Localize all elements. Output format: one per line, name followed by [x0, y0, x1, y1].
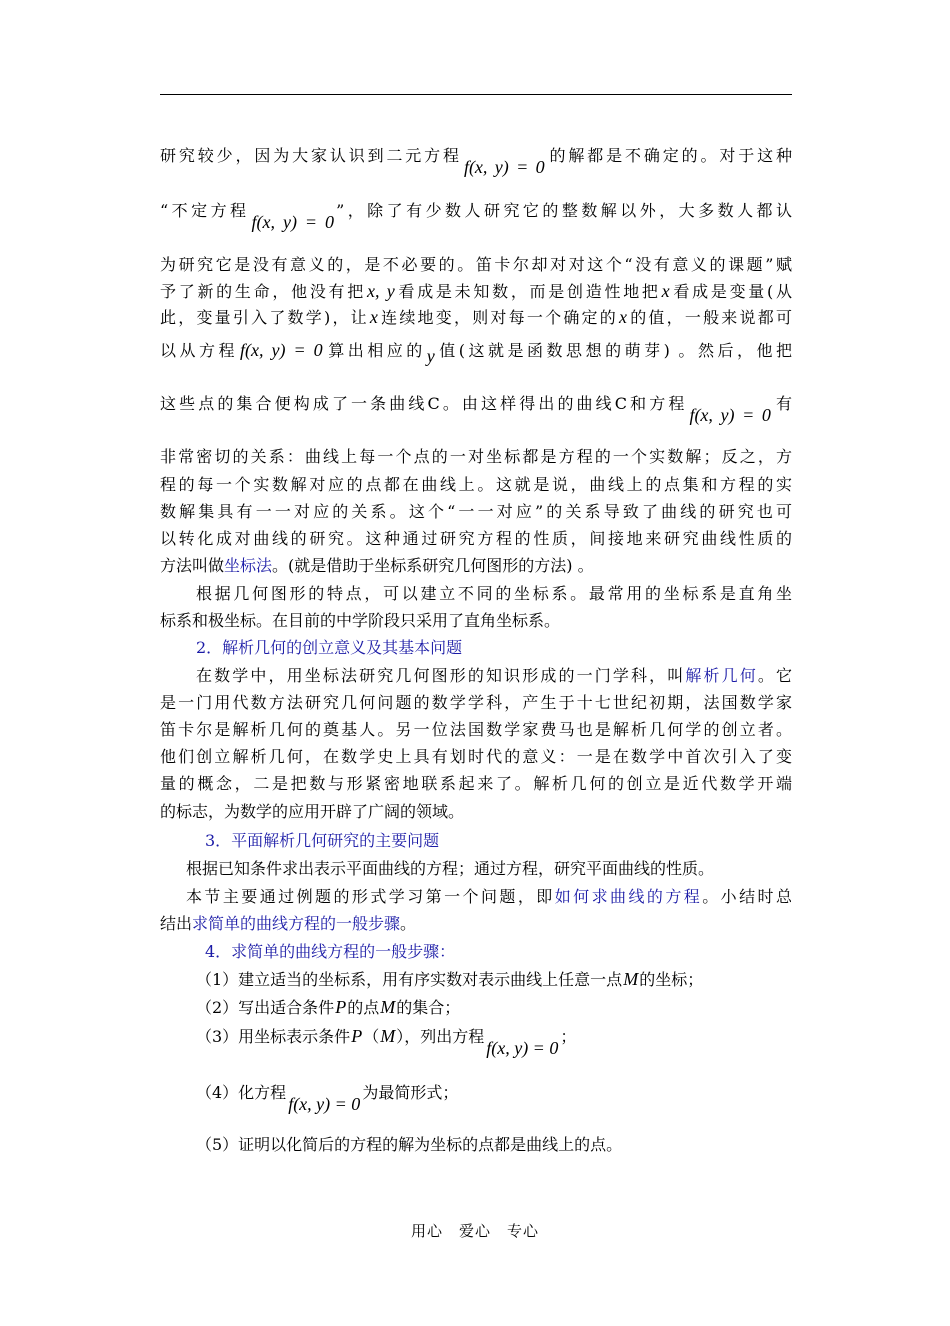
section-heading-3: 3．平面解析几何研究的主要问题	[205, 831, 440, 850]
equation: f(x, y) = 0	[463, 157, 545, 177]
text-line: 程的每一个实数解对应的点都在曲线上。这就是说，曲线上的点集和方程的实	[160, 475, 792, 494]
text-line: 本节主要通过例题的形式学习第一个问题，即如何求曲线的方程。小结时总	[186, 887, 792, 906]
text-line: 以从方程 f(x, y) = 0 算出相应的y值(这就是函数思想的萌芽) 。然后，他把	[160, 340, 792, 366]
equation: f(x, y) = 0	[689, 405, 771, 425]
link-coordinate-method[interactable]: 坐标法	[224, 556, 273, 575]
text-line: 量的概念，二是把数与形紧密地联系起来了。解析几何的创立是近代数学开端	[160, 774, 792, 793]
variable: x	[661, 281, 670, 301]
text-line: 为研究它是没有意义的，是不必要的。笛卡尔却对对这个“没有意义的课题”赋	[160, 255, 792, 274]
step-5: （5）证明以化简后的方程的解为坐标的点都是曲线上的点。	[196, 1135, 623, 1154]
equation: f(x, y) = 0	[486, 1038, 559, 1058]
text-line: 以转化成对曲线的研究。这种通过研究方程的性质，间接地来研究曲线性质的	[160, 529, 792, 548]
variable: M	[380, 997, 396, 1017]
link-find-curve-equation[interactable]: 如何求曲线的方程	[554, 887, 703, 906]
text-line: 他们创立解析几何，在数学史上具有划时代的意义：一是在数学中首次引入了变	[160, 747, 792, 766]
step-2: （2）写出适合条件P的点M的集合；	[196, 997, 461, 1017]
text-line: 此，变量引入了数学)，让x连续地变，则对每一个确定的x的值，一般来说都可	[160, 307, 792, 327]
link-general-steps[interactable]: 求简单的曲线方程的一般步骤	[192, 914, 401, 933]
text-line: 标系和极坐标。在目前的中学阶段只采用了直角坐标系。	[160, 611, 561, 630]
text-line: 研究较少，因为大家认识到二元方程f(x, y) = 0的解都是不确定的。对于这种	[160, 146, 792, 177]
header-rule	[160, 94, 792, 95]
text-line: 数解集具有一一对应的关系。这个“一一对应”的关系导致了曲线的研究也可	[160, 502, 792, 521]
text-line: 的标志，为数学的应用开辟了广阔的领域。	[160, 802, 465, 821]
text-line: 根据已知条件求出表示平面曲线的方程；通过方程，研究平面曲线的性质。	[186, 859, 715, 878]
variable: P	[335, 997, 347, 1017]
section-heading-2: 2．解析几何的创立意义及其基本问题	[196, 638, 463, 657]
variable: M	[380, 1026, 396, 1046]
variable: x	[618, 307, 627, 327]
variable: x, y	[367, 281, 395, 301]
text-line: 是一门用代数方法研究几何问题的数学学科，产生于十七世纪初期，法国数学家	[160, 693, 792, 712]
text-line: “不定方程f(x, y) = 0”，除了有少数人研究它的整数解以外，大多数人都认	[160, 201, 793, 232]
text-line: 在数学中，用坐标法研究几何图形的知识形成的一门学科，叫解析几何。它	[196, 666, 792, 685]
equation: f(x, y) = 0	[251, 212, 335, 232]
variable: P	[351, 1026, 363, 1046]
step-4: （4）化方程f(x, y) = 0为最简形式；	[196, 1083, 459, 1114]
text-line: 这些点的集合便构成了一条曲线C。由这样得出的曲线C和方程f(x, y) = 0有	[160, 394, 792, 425]
text-line: 结出求简单的曲线方程的一般步骤。	[160, 914, 417, 933]
text-line: 根据几何图形的特点，可以建立不同的坐标系。最常用的坐标系是直角坐	[196, 584, 792, 603]
equation: f(x, y) = 0	[240, 340, 323, 360]
equation: f(x, y) = 0	[288, 1094, 361, 1114]
link-analytic-geometry[interactable]: 解析几何	[685, 666, 758, 685]
text-line: 方法叫做坐标法。(就是借助于坐标系研究几何图形的方法) 。	[160, 556, 594, 575]
section-heading-4: 4．求简单的曲线方程的一般步骤：	[205, 942, 456, 961]
text-line: 予了新的生命，他没有把x, y看成是未知数，而是创造性地把x看成是变量(从	[160, 281, 792, 301]
step-1: （1）建立适当的坐标系，用有序实数对表示曲线上任意一点M的坐标；	[196, 969, 704, 989]
text-line: 非常密切的关系：曲线上每一个点的一对坐标都是方程的一个实数解；反之，方	[160, 447, 792, 466]
variable: x	[369, 307, 378, 327]
text-line: 笛卡尔是解析几何的奠基人。另一位法国数学家费马也是解析几何学的创立者。	[160, 720, 792, 739]
page-footer: 用心 爱心 专心	[410, 1222, 539, 1240]
step-3: （3）用坐标表示条件P（M），列出方程f(x, y) = 0；	[196, 1026, 577, 1058]
variable: M	[623, 969, 639, 989]
variable: y	[426, 346, 435, 366]
